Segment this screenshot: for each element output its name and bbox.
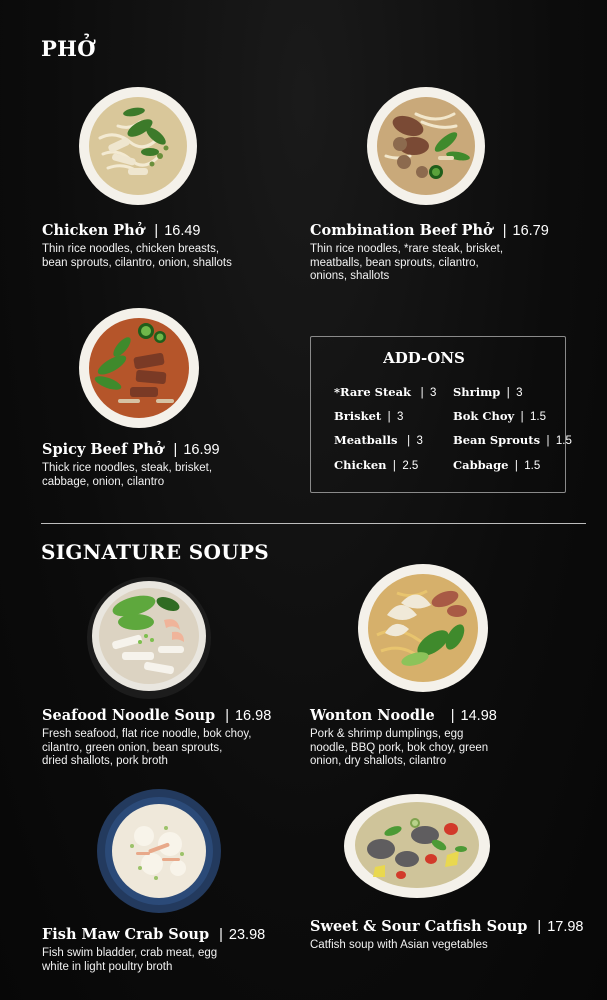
- fish-maw-crab-soup-image: [96, 788, 222, 914]
- price-separator: |: [386, 460, 403, 472]
- desc-line: onions, shallots: [310, 270, 390, 282]
- dish-description: [310, 939, 584, 953]
- dish-price: 23.98: [228, 927, 266, 943]
- dish-fish-maw-crab-soup: [42, 926, 265, 974]
- add-on-item: [334, 458, 418, 472]
- dish-wonton-noodle: [310, 707, 497, 769]
- add-on-name: Chicken: [334, 458, 387, 472]
- desc-line: Thick rice noodles, steak, brisket,: [42, 462, 213, 474]
- dish-price: 16.49: [164, 223, 201, 239]
- desc-line: dried shallots, pork broth: [42, 755, 168, 767]
- add-on-price: 3: [516, 387, 523, 399]
- add-on-price: 2.5: [402, 460, 419, 472]
- dish-name: Seafood Noodle Soup: [42, 707, 216, 724]
- desc-line: Thin rice noodles, chicken breasts,: [42, 243, 220, 255]
- add-on-item: [453, 458, 540, 472]
- add-on-name: Cabbage: [453, 458, 509, 472]
- section-title-signature-soups: SIGNATURE SOUPS: [41, 540, 270, 564]
- add-on-item: [334, 385, 436, 399]
- add-on-item: [453, 409, 546, 423]
- dish-description: [42, 947, 265, 974]
- combination-beef-pho-image: [366, 86, 486, 206]
- desc-line: Thin rice noodles, *rare steak, brisket,: [310, 243, 504, 255]
- dish-price: 16.79: [512, 223, 549, 239]
- price-separator: |: [514, 411, 531, 423]
- dish-price: 16.99: [183, 442, 220, 458]
- dish-price: 14.98: [460, 708, 497, 724]
- desc-line: meatballs, bean sprouts, cilantro,: [310, 256, 479, 269]
- desc-line: Fresh seafood, flat rice noodle, bok choy,: [42, 728, 252, 740]
- add-ons-title: ADD-ONS: [383, 349, 465, 367]
- add-on-item: [334, 433, 423, 447]
- seafood-noodle-soup-image: [86, 576, 212, 700]
- dish-price: 17.98: [547, 919, 584, 935]
- dish-title: [42, 441, 220, 458]
- price-separator: |: [450, 708, 455, 724]
- price-separator: |: [173, 442, 178, 458]
- dish-price: 16.98: [234, 708, 272, 724]
- dish-title: [310, 918, 584, 935]
- dish-title: [310, 707, 497, 724]
- add-on-price: 1.5: [524, 460, 541, 472]
- price-separator: |: [225, 708, 229, 724]
- add-on-price: 3: [416, 435, 423, 447]
- add-on-name: Bean Sprouts: [453, 433, 541, 447]
- wonton-noodle-image: [357, 563, 490, 694]
- dish-name: Spicy Beef Phở: [42, 441, 164, 458]
- dish-description: [310, 728, 497, 769]
- add-on-name: Meatballs: [334, 433, 398, 447]
- price-separator: |: [397, 435, 417, 447]
- dish-seafood-noodle-soup: [42, 707, 271, 769]
- price-separator: |: [381, 411, 397, 423]
- dish-name: Fish Maw Crab Soup: [42, 926, 210, 943]
- section-divider: [41, 523, 586, 524]
- spicy-beef-pho-image: [78, 307, 200, 429]
- dish-title: [42, 707, 271, 724]
- add-on-price: 1.5: [530, 411, 547, 423]
- dish-description: [42, 728, 271, 769]
- dish-name: Combination Beef Phở: [310, 222, 493, 239]
- add-ons-box: [310, 336, 572, 493]
- add-on-name: *Rare Steak: [334, 385, 412, 399]
- desc-line: bean sprouts, cilantro, onion, shallots: [42, 256, 232, 269]
- desc-line: cilantro, green onion, bean sprouts,: [42, 741, 223, 754]
- dish-description: [310, 243, 549, 284]
- price-separator: |: [508, 460, 525, 472]
- price-separator: |: [502, 223, 507, 239]
- add-on-name: Bok Choy: [453, 409, 515, 423]
- add-on-item: [453, 433, 572, 447]
- add-on-price: 1.5: [555, 435, 572, 447]
- price-separator: |: [219, 927, 223, 943]
- add-on-price: 3: [430, 387, 437, 399]
- price-separator: |: [154, 223, 159, 239]
- desc-line: Catfish soup with Asian vegetables: [310, 939, 488, 951]
- desc-line: white in light poultry broth: [42, 960, 173, 973]
- dish-title: [310, 222, 549, 239]
- add-on-item: [453, 385, 523, 399]
- dish-name: Chicken Phở: [42, 222, 145, 239]
- price-separator: |: [500, 387, 517, 399]
- dish-description: [42, 462, 220, 489]
- chicken-pho-image: [78, 86, 198, 206]
- dish-combination-beef-pho: [310, 222, 549, 284]
- price-separator: |: [537, 919, 542, 935]
- desc-line: onion, dry shallots, cilantro: [310, 755, 447, 767]
- add-on-price: 3: [397, 411, 404, 423]
- dish-sweet-sour-catfish-soup: [310, 918, 584, 953]
- add-on-name: Brisket: [334, 409, 382, 423]
- price-separator: |: [411, 387, 430, 399]
- section-title-pho: PHỞ: [41, 36, 96, 61]
- desc-line: Fish swim bladder, crab meat, egg: [42, 947, 218, 959]
- dish-name: Wonton Noodle: [310, 707, 435, 724]
- desc-line: Pork & shrimp dumplings, egg: [310, 728, 464, 740]
- price-separator: |: [540, 435, 556, 447]
- dish-spicy-beef-pho: [42, 441, 220, 489]
- dish-title: [42, 222, 232, 239]
- add-on-name: Shrimp: [453, 385, 501, 399]
- desc-line: cabbage, onion, cilantro: [42, 475, 165, 488]
- add-on-item: [334, 409, 403, 423]
- desc-line: noodle, BBQ pork, bok choy, green: [310, 741, 489, 754]
- dish-chicken-pho: [42, 222, 232, 270]
- dish-name: Sweet & Sour Catfish Soup: [310, 918, 528, 935]
- dish-description: [42, 243, 232, 270]
- dish-title: [42, 926, 265, 943]
- sweet-sour-catfish-soup-image: [343, 793, 491, 900]
